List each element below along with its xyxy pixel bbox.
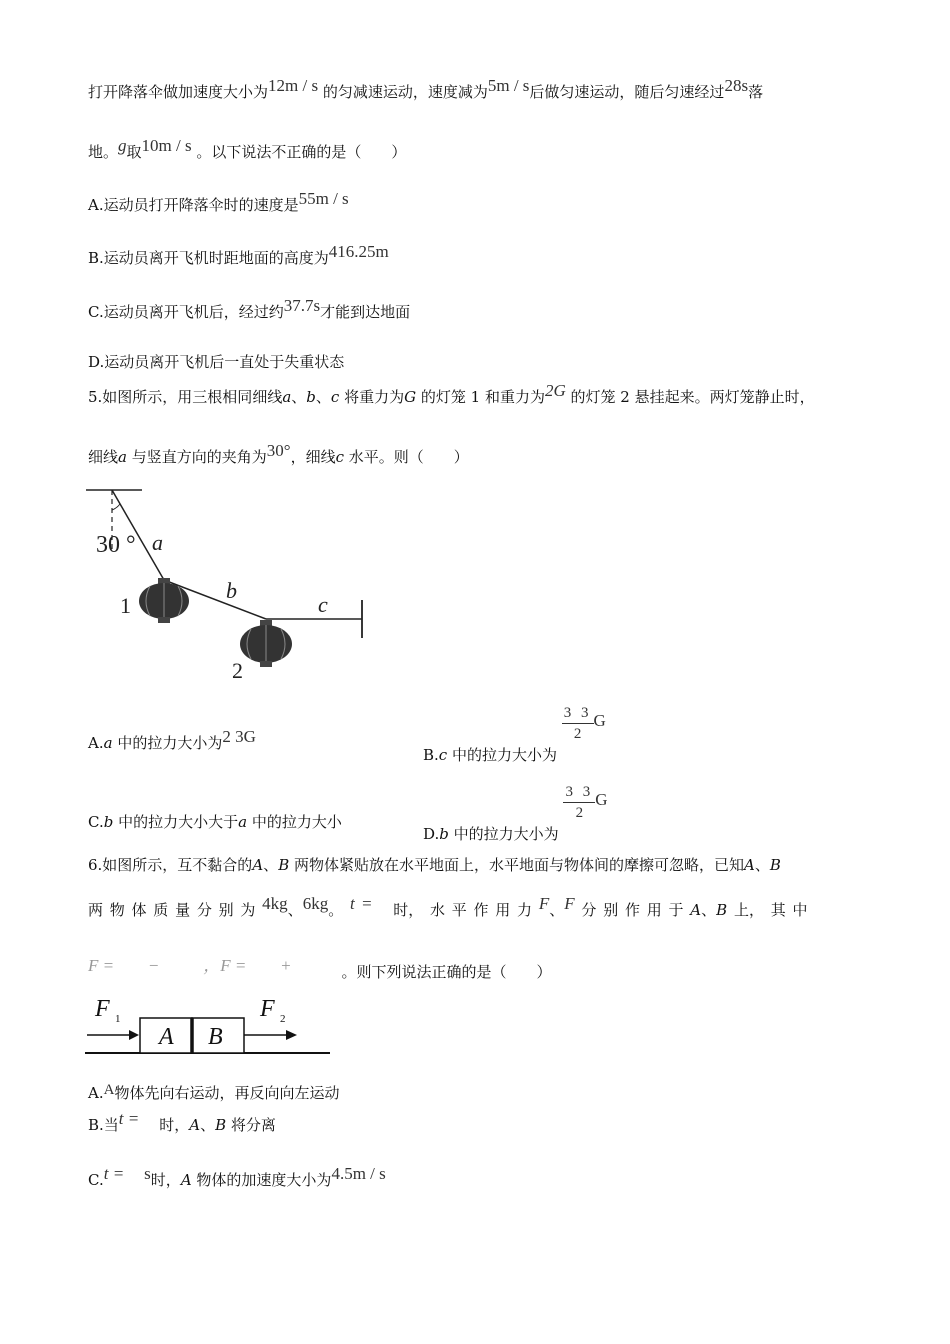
block-b-label: B xyxy=(208,1024,223,1050)
q6-stem-line2: 两 物 体 质 量 分 别 为 4kg、6kg。 t = 时， 水 平 作 用 力 F、F 分 别 作 用 于 A、B 上， 其 中 xyxy=(88,894,808,919)
lantern-1 xyxy=(139,578,189,623)
q5-option-d: D.b 中的拉力大小为 $\frac{3 3}{2}$ G xyxy=(423,784,608,843)
q4-accel-value: 12m / s xyxy=(268,76,319,95)
q5-stem-line2: 细线a 与竖直方向的夹角为30°，细线c 水平。则（ ） xyxy=(88,441,469,466)
lantern-2-label: 2 xyxy=(232,658,243,683)
label-b: b xyxy=(226,578,237,603)
q4-stem-line2: 地。g取10m / s 。以下说法不正确的是（ ） xyxy=(88,136,407,161)
label-c: c xyxy=(318,592,328,617)
q5-lantern-figure xyxy=(80,480,380,685)
lantern-2 xyxy=(240,620,292,667)
q5-option-d-fraction: $\frac{3 3}{2}$ xyxy=(565,784,594,821)
angle-arc xyxy=(112,504,120,510)
q4-speed-value: 5m / s xyxy=(487,76,530,95)
q6-option-a: A.A物体先向右运动，再反向向左运动 xyxy=(88,1082,340,1102)
q5-option-c: C.b 中的拉力大小大于a 中的拉力大小 xyxy=(88,813,342,831)
f1-label: F xyxy=(95,996,110,1022)
q6-option-b: B.当t = 时，A、B 将分离 xyxy=(88,1109,276,1134)
q6-stem-line1: 6.如图所示，互不黏合的A、B 两物体紧贴放在水平地面上，水平地面与物体间的摩擦可忽略，已知A、B xyxy=(88,856,781,874)
label-a: a xyxy=(152,530,163,555)
f2-arrow-head xyxy=(286,1030,297,1040)
q6-blocks-figure xyxy=(85,990,335,1060)
q4-option-d: D.运动员离开飞机后一直处于失重状态 xyxy=(88,353,345,371)
q4-option-c: C.运动员离开飞机后，经过约37.7s才能到达地面 xyxy=(88,296,411,321)
q5-stem-line1: 5.如图所示，用三根相同细线a、b、c 将重力为G 的灯笼 1 和重力为2G 的灯笼 2 悬挂起来。两灯笼静止时， xyxy=(88,381,815,406)
angle-label: 30 ° xyxy=(96,532,136,558)
q5-option-b: B.c 中的拉力大小为 $\frac{3 3}{2}$ G xyxy=(423,705,606,764)
q5-option-a: A.a 中的拉力大小为2 3G xyxy=(88,727,256,752)
q4-option-a: A.运动员打开降落伞时的速度是55m / s xyxy=(88,189,349,214)
block-a-label: A xyxy=(159,1024,174,1050)
q5-option-b-fraction: $\frac{3 3}{2}$ xyxy=(563,705,592,742)
f2-label: F xyxy=(260,996,275,1022)
f1-arrow-head xyxy=(129,1030,139,1040)
q6-option-c: C.t = s时，A 物体的加速度大小为4.5m / s xyxy=(88,1164,386,1189)
q6-stem-line3: F = − ，F = + 。则下列说法正确的是（ ） xyxy=(88,956,552,981)
f1-subscript: 1 xyxy=(115,1013,121,1025)
lantern-1-label: 1 xyxy=(120,593,131,618)
q4-time-value: 28s xyxy=(724,76,749,95)
f2-subscript: 2 xyxy=(280,1013,286,1025)
q4-option-b: B.运动员离开飞机时距地面的高度为416.25m xyxy=(88,242,389,267)
q4-stem-line1: 打开降落伞做加速度大小为12m / s 的匀减速运动，速度减为5m / s后做匀速运动，随后匀速经过28s落 xyxy=(88,76,764,101)
